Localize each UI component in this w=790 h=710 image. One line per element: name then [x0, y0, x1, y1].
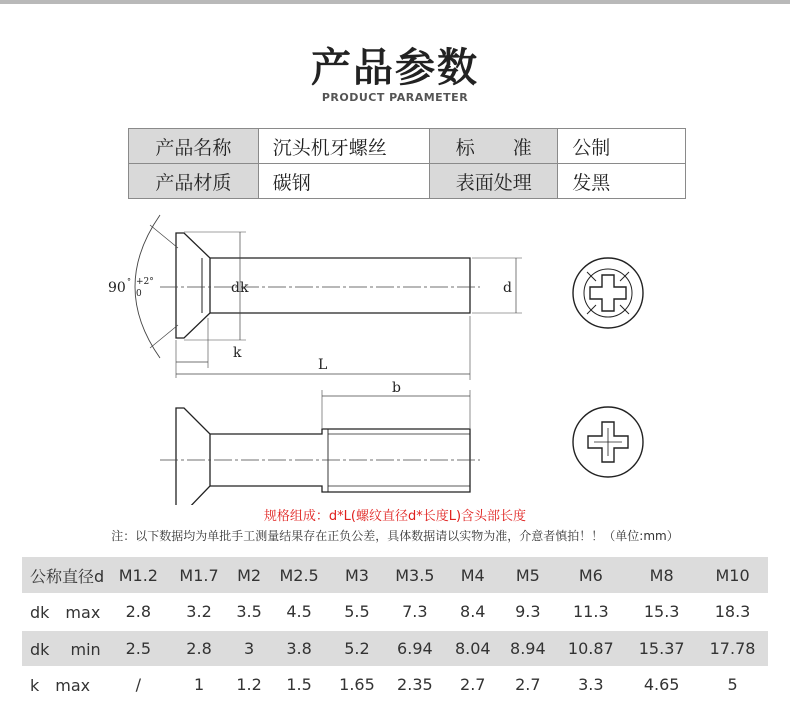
table-cell: 18.3 [697, 594, 768, 631]
surface-label: 表面处理 [430, 164, 558, 199]
L-label: L [318, 357, 328, 373]
table-cell: M4 [445, 557, 500, 594]
table-cell: M2 [229, 557, 268, 594]
table-cell: 2.8 [108, 594, 169, 631]
table-cell: 8.94 [500, 630, 555, 667]
table-cell: 3.2 [169, 594, 230, 631]
table-cell: M1.7 [169, 557, 230, 594]
screw-head-outline [176, 233, 210, 338]
product-name-label: 产品名称 [129, 129, 259, 164]
b-label: b [392, 380, 401, 396]
pozi-recess-icon [573, 258, 643, 328]
table-row [22, 667, 768, 704]
table-cell: 1.65 [329, 667, 384, 704]
table-cell: 3.3 [555, 667, 626, 704]
standard-label: 标 准 [430, 129, 558, 164]
row-header: k max [22, 667, 108, 704]
product-name-value: 沉头机牙螺丝 [258, 129, 430, 164]
table-cell: 3 [229, 630, 268, 667]
table-cell: M8 [626, 557, 697, 594]
phillips-recess-icon [573, 407, 643, 477]
k-label: k [233, 345, 242, 361]
table-row [22, 630, 768, 667]
info-row [129, 164, 686, 199]
d-label: d [503, 280, 512, 296]
table-row [22, 557, 768, 594]
product-info-table [128, 128, 686, 199]
table-cell: / [108, 667, 169, 704]
table-cell: 6.94 [385, 630, 446, 667]
angle-tolerance-lower: 0 [136, 289, 142, 299]
table-cell: 15.3 [626, 594, 697, 631]
screw2-shank-outline [210, 429, 470, 492]
table-cell: 2.7 [445, 667, 500, 704]
table-cell: 15.37 [626, 630, 697, 667]
material-label: 产品材质 [129, 164, 259, 199]
surface-value: 发黑 [558, 164, 686, 199]
table-cell: 2.8 [169, 630, 230, 667]
table-cell: 5 [697, 667, 768, 704]
table-cell: M3 [329, 557, 384, 594]
table-cell: 1 [169, 667, 230, 704]
angle-tolerance-sup: ° [127, 277, 131, 286]
table-cell: 2.7 [500, 667, 555, 704]
measurement-disclaimer: 注：以下数据均为单批手工测量结果存在正负公差，具体数据请以实物为准，介意者慎拍！！（单位:mm） [111, 529, 679, 543]
table-cell: 9.3 [500, 594, 555, 631]
spec-composition-note: 规格组成：d*L(螺纹直径d*长度L)含头部长度 [263, 509, 527, 524]
table-cell: 3.5 [229, 594, 268, 631]
info-row [129, 129, 686, 164]
table-cell: M1.2 [108, 557, 169, 594]
screw2-head-outline [176, 408, 210, 505]
table-cell: 17.78 [697, 630, 768, 667]
row-header: dk max [22, 594, 108, 631]
table-cell: 2.35 [385, 667, 446, 704]
table-cell: 5.2 [329, 630, 384, 667]
angle-tolerance-upper: +2° [136, 277, 154, 287]
table-cell: 3.8 [269, 630, 330, 667]
dk-label: dk [231, 280, 249, 296]
angle-label: 90 [108, 280, 126, 296]
table-cell: 5.5 [329, 594, 384, 631]
table-cell: 10.87 [555, 630, 626, 667]
table-cell: 11.3 [555, 594, 626, 631]
table-cell: 8.04 [445, 630, 500, 667]
table-cell: 8.4 [445, 594, 500, 631]
table-cell: 2.5 [108, 630, 169, 667]
table-cell: M6 [555, 557, 626, 594]
table-row [22, 594, 768, 631]
table-cell: M3.5 [385, 557, 446, 594]
standard-value: 公制 [558, 129, 686, 164]
table-cell: M5 [500, 557, 555, 594]
screw-shank-outline [210, 258, 470, 313]
table-cell: 1.2 [229, 667, 268, 704]
table-cell: M10 [697, 557, 768, 594]
table-cell: 1.5 [269, 667, 330, 704]
page-title: 产品参数 [311, 45, 479, 91]
table-cell: 4.65 [626, 667, 697, 704]
screw-technical-drawing [0, 205, 790, 505]
row-header: 公称直径d [22, 557, 108, 594]
spec-table [22, 557, 768, 704]
table-cell: 4.5 [269, 594, 330, 631]
row-header: dk min [22, 630, 108, 667]
page-subtitle: PRODUCT PARAMETER [321, 91, 469, 104]
table-cell: M2.5 [269, 557, 330, 594]
table-cell: 7.3 [385, 594, 446, 631]
material-value: 碳钢 [258, 164, 430, 199]
top-divider [0, 0, 790, 4]
